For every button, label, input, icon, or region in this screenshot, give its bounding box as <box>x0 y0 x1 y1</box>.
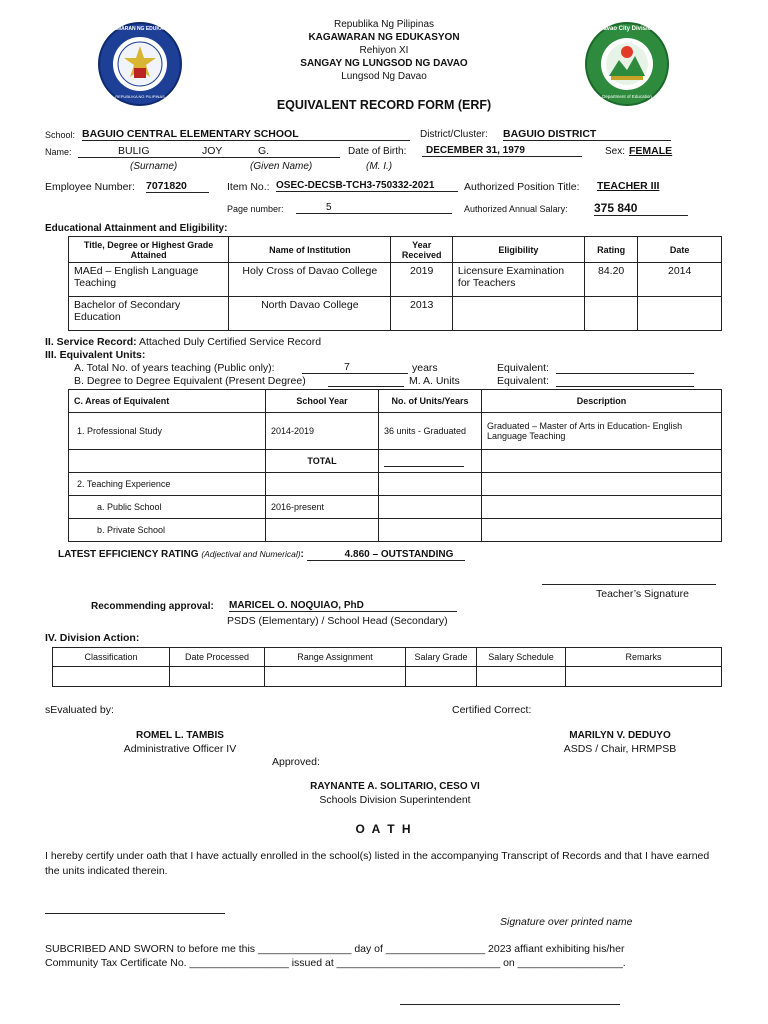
employee-number-value: 7071820 <box>146 180 209 193</box>
district-value: BAGUIO DISTRICT <box>503 128 671 141</box>
efficiency-rating-line <box>58 549 465 561</box>
certifier-name: MARILYN V. DEDUYO <box>569 730 671 741</box>
signature-over-printed-name: Signature over printed name <box>500 916 633 928</box>
form-title: EQUIVALENT RECORD FORM (ERF) <box>276 98 492 112</box>
service-record-value: Attached Duly Certified Service Record <box>138 336 322 348</box>
middle-initial-value: G. <box>258 145 270 157</box>
table-cell <box>379 519 482 542</box>
col-year-received: Year Received <box>391 237 452 263</box>
col-title-degree: Title, Degree or Highest Grade Attained <box>69 237 229 263</box>
col-institution: Name of Institution <box>229 237 391 263</box>
table-cell <box>584 297 637 331</box>
table-cell <box>406 667 477 687</box>
letterhead-line-3: Rehiyon XI <box>359 45 409 56</box>
recommending-approval-title: PSDS (Elementary) / School Head (Secondary) <box>227 615 448 627</box>
sex-label: Sex: <box>605 146 626 157</box>
table-cell <box>482 450 722 473</box>
table-cell <box>265 667 406 687</box>
table-row <box>69 297 722 331</box>
sex-value: FEMALE <box>629 145 673 157</box>
col-eligibility: Eligibility <box>452 237 584 263</box>
surname-value: BULIG <box>118 145 150 157</box>
col-salary-grade: Salary Grade <box>406 648 477 667</box>
item-no-label: Item No.: <box>227 181 270 193</box>
table-row <box>69 450 722 473</box>
table-cell <box>266 519 379 542</box>
table-row <box>69 519 722 542</box>
table-cell: b. Private School <box>69 519 266 542</box>
education-heading: Educational Attainment and Eligibility: <box>45 223 228 234</box>
efficiency-colon: : <box>300 549 304 560</box>
davao-division-seal-logo <box>585 22 669 106</box>
school-value: BAGUIO CENTRAL ELEMENTARY SCHOOL <box>82 128 410 141</box>
davao-seal-bottom-text: Department of Education <box>602 94 652 99</box>
oath-title: O A T H <box>355 822 413 836</box>
col-units-years: No. of Units/Years <box>379 390 482 413</box>
table-cell <box>482 473 722 496</box>
annual-salary-label: Authorized Annual Salary: <box>464 204 568 214</box>
table-row <box>69 263 722 297</box>
table-cell: a. Public School <box>69 496 266 519</box>
table-cell <box>379 473 482 496</box>
evaluator-title: Administrative Officer IV <box>123 743 237 755</box>
certifier-title: ASDS / Chair, HRMPSB <box>563 743 677 755</box>
item-b-unit: M. A. Units <box>409 375 460 387</box>
item-b-text: B. Degree to Degree Equivalent (Present Degree) <box>74 375 306 387</box>
division-action-heading: IV. Division Action: <box>45 632 140 644</box>
table-cell: North Davao College <box>229 297 391 331</box>
table-cell <box>482 496 722 519</box>
efficiency-label: LATEST EFFICIENCY RATING <box>58 549 199 560</box>
col-date-processed: Date Processed <box>170 648 265 667</box>
subscribed-sworn-line-1: SUBCRIBED AND SWORN to before me this ________________ day of _________________ 2023 affiant exhibiting his/her <box>45 943 625 955</box>
district-label: District/Cluster: <box>420 129 488 140</box>
table-cell: Holy Cross of Davao College <box>229 263 391 297</box>
page-number-value: 5 <box>296 202 452 214</box>
subscribed-sworn-line-2: Community Tax Certificate No. _________________ issued at ____________________________ on __________________. <box>45 957 626 969</box>
table-cell <box>452 297 584 331</box>
total-value <box>379 450 482 473</box>
col-remarks: Remarks <box>566 648 722 667</box>
service-record-label: II. Service Record: <box>45 336 137 348</box>
table-row <box>69 496 722 519</box>
evaluated-by-label: sEvaluated by: <box>45 704 114 716</box>
approver-title: Schools Division Superintendent <box>319 794 471 806</box>
efficiency-value: 4.860 – OUTSTANDING <box>307 549 465 561</box>
certified-correct-label: Certified Correct: <box>452 704 532 716</box>
equivalent-label-b: Equivalent: <box>497 375 549 387</box>
table-cell <box>170 667 265 687</box>
table-cell <box>266 473 379 496</box>
total-label: TOTAL <box>266 450 379 473</box>
table-row <box>53 667 722 687</box>
item-a-text: A. Total No. of years teaching (Public only): <box>74 362 275 374</box>
teacher-signature-caption: Teacher’s Signature <box>596 588 690 600</box>
deped-seal-logo <box>98 22 182 106</box>
school-label: School: <box>45 130 76 140</box>
table-cell: 2. Teaching Experience <box>69 473 266 496</box>
table-row <box>69 473 722 496</box>
table-cell: 2014 <box>638 263 722 297</box>
item-no-value: OSEC-DECSB-TCH3-750332-2021 <box>276 180 458 192</box>
col-school-year: School Year <box>266 390 379 413</box>
deped-seal-text: KAGAWARAN NG EDUKASYON <box>102 26 178 32</box>
table-cell: 2014-2019 <box>266 413 379 450</box>
equivalent-label-a: Equivalent: <box>497 362 549 374</box>
table-cell <box>566 667 722 687</box>
approver-name: RAYNANTE A. SOLITARIO, CESO VI <box>310 781 480 792</box>
table-cell: MAEd – English Language Teaching <box>69 263 229 297</box>
table-row <box>69 413 722 450</box>
service-record-line <box>45 336 321 348</box>
letterhead-line-5: Lungsod Ng Davao <box>341 71 427 82</box>
given-name-value: JOY <box>202 145 223 157</box>
surname-caption: (Surname) <box>130 161 178 172</box>
division-action-table <box>52 647 722 687</box>
efficiency-sublabel: (Adjectival and Numerical) <box>201 549 301 559</box>
table-cell: 36 units - Graduated <box>379 413 482 450</box>
annual-salary-value: 375 840 <box>594 201 688 216</box>
col-areas-of-equivalent: C. Areas of Equivalent <box>69 390 266 413</box>
mi-caption: (M. I.) <box>366 161 393 172</box>
employee-number-label: Employee Number: <box>45 181 135 193</box>
col-rating: Rating <box>584 237 637 263</box>
dob-label: Date of Birth: <box>348 146 407 157</box>
recommending-approval-name: MARICEL O. NOQUIAO, PhD <box>229 600 457 612</box>
table-cell: Graduated – Master of Arts in Education- English Language Teaching <box>482 413 722 450</box>
table-cell: 84.20 <box>584 263 637 297</box>
letterhead <box>234 18 534 83</box>
table-cell <box>638 297 722 331</box>
education-table <box>68 236 722 331</box>
table-cell <box>69 450 266 473</box>
table-cell <box>53 667 170 687</box>
given-name-caption: (Given Name) <box>250 161 313 172</box>
letterhead-line-2: KAGAWARAN NG EDUKASYON <box>308 32 460 43</box>
letterhead-line-1: Republika Ng Pilipinas <box>333 19 435 30</box>
table-cell <box>379 496 482 519</box>
table-cell: Licensure Examination for Teachers <box>452 263 584 297</box>
position-title-label: Authorized Position Title: <box>464 181 580 193</box>
oath-text: I hereby certify under oath that I have actually enrolled in the school(s) listed in the accompanying Transcript of Records and that I have earned the units indicated therein. <box>45 850 710 877</box>
table-cell <box>482 519 722 542</box>
name-label: Name: <box>45 147 72 157</box>
table-cell: 2019 <box>391 263 452 297</box>
dob-value: DECEMBER 31, 1979 <box>422 145 582 157</box>
page-number-label: Page number: <box>227 204 284 214</box>
davao-seal-text: Davao City Division <box>598 26 655 32</box>
equivalent-table <box>68 389 722 542</box>
item-a-value: 7 <box>302 361 408 374</box>
letterhead-line-4: SANGAY NG LUNGSOD NG DAVAO <box>300 58 468 69</box>
table-cell <box>477 667 566 687</box>
position-title-value: TEACHER III <box>597 180 660 192</box>
recommending-approval-label: Recommending approval: <box>91 601 214 612</box>
col-classification: Classification <box>53 648 170 667</box>
col-range-assignment: Range Assignment <box>265 648 406 667</box>
approved-label: Approved: <box>272 756 320 768</box>
table-cell: 2016-present <box>266 496 379 519</box>
col-description: Description <box>482 390 722 413</box>
evaluator-name: ROMEL L. TAMBIS <box>136 730 224 741</box>
equivalent-units-heading: III. Equivalent Units: <box>45 349 146 361</box>
col-salary-schedule: Salary Schedule <box>477 648 566 667</box>
item-a-unit: years <box>412 362 438 374</box>
col-date: Date <box>638 237 722 263</box>
table-cell: 2013 <box>391 297 452 331</box>
table-cell: 1. Professional Study <box>69 413 266 450</box>
deped-seal-bottom-text: REPUBLIKA NG PILIPINAS <box>115 94 165 99</box>
table-cell: Bachelor of Secondary Education <box>69 297 229 331</box>
